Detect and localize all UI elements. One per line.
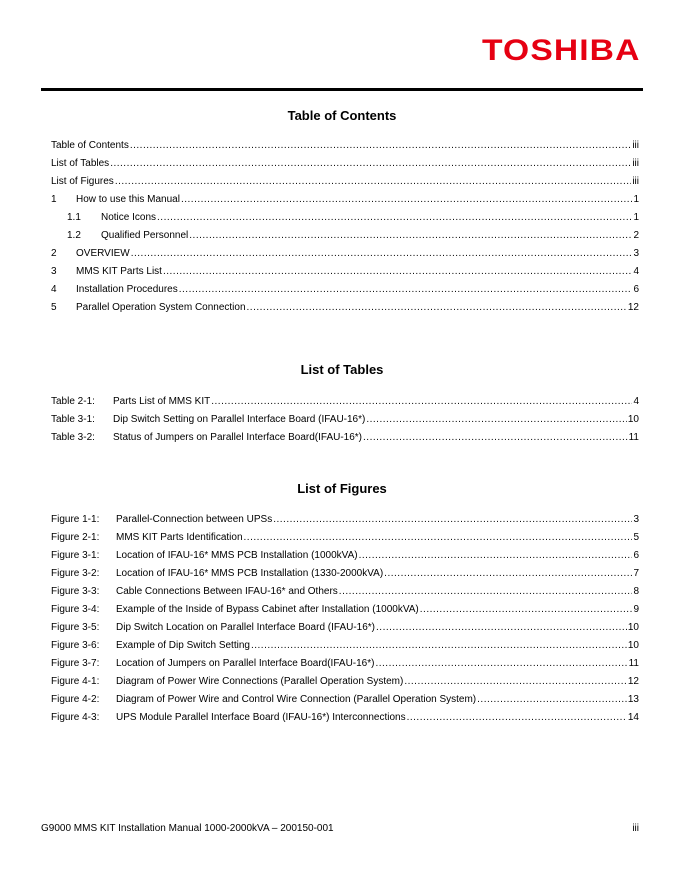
page-footer: [41, 823, 639, 834]
tables-entry[interactable]: [51, 411, 639, 429]
dot-leader: [420, 601, 633, 619]
figures-entry[interactable]: [51, 673, 639, 691]
dot-leader: [211, 393, 632, 411]
toc-entry-number: 3: [51, 266, 57, 277]
dot-leader: [273, 511, 632, 529]
toc-entry[interactable]: [51, 281, 639, 299]
figures-title: List of Figures: [297, 481, 387, 496]
toc-entry-page: 1: [633, 212, 639, 223]
figures-entry-number: Figure 3-2:: [51, 568, 100, 579]
toc-entry-label: Table of Contents: [51, 140, 129, 151]
figures-list: [51, 511, 639, 727]
toc-entry-label: OVERVIEW: [76, 248, 130, 259]
toc-entry-page: iii: [632, 158, 639, 169]
figures-entry-label: Parallel-Connection between UPSs: [116, 514, 273, 525]
toc-entry-number: 1: [51, 194, 57, 205]
figures-entry-number: Figure 3-7:: [51, 658, 100, 669]
figures-entry-page: 6: [633, 550, 639, 561]
toc-entry[interactable]: [51, 173, 639, 191]
dot-leader: [404, 673, 627, 691]
toc-entry-label: Installation Procedures: [76, 284, 178, 295]
figures-entry-number: Figure 3-5:: [51, 622, 100, 633]
toc-title: Table of Contents: [287, 108, 397, 123]
figures-entry-page: 12: [627, 676, 639, 687]
dot-leader: [110, 155, 631, 173]
tables-entry-page: 11: [628, 432, 639, 443]
dot-leader: [407, 709, 627, 727]
tables-entry-number: Table 3-2:: [51, 432, 95, 443]
toc-entry[interactable]: [51, 209, 639, 227]
toc-entry-page: 4: [633, 266, 639, 277]
dot-leader: [477, 691, 627, 709]
tables-entry[interactable]: [51, 393, 639, 411]
dot-leader: [339, 583, 633, 601]
figures-entry-page: 8: [633, 586, 639, 597]
toc-entry-label: Qualified Personnel: [101, 230, 189, 241]
figures-entry-page: 9: [633, 604, 639, 615]
figures-entry[interactable]: [51, 619, 639, 637]
toc-entry-page: iii: [632, 176, 639, 187]
toc-entry-page: 6: [633, 284, 639, 295]
figures-entry[interactable]: [51, 709, 639, 727]
tables-entry-page: 4: [633, 396, 639, 407]
toc-entry-label: List of Tables: [51, 158, 110, 169]
figures-entry-page: 14: [627, 712, 639, 723]
figures-entry[interactable]: [51, 547, 639, 565]
figures-entry-label: Location of IFAU-16* MMS PCB Installation (1330-2000kVA): [116, 568, 384, 579]
tables-entry-label: Status of Jumpers on Parallel Interface Board(IFAU-16*): [113, 432, 363, 443]
toc-entry-page: 1: [633, 194, 639, 205]
figures-entry-number: Figure 3-3:: [51, 586, 100, 597]
figures-entry-page: 7: [633, 568, 639, 579]
toc-entry-label: Parallel Operation System Connection: [76, 302, 246, 313]
toc-entry[interactable]: [51, 245, 639, 263]
toc-entry-number: 5: [51, 302, 57, 313]
dot-leader: [179, 281, 633, 299]
figures-entry-page: 5: [633, 532, 639, 543]
toc-entry[interactable]: [51, 155, 639, 173]
figures-entry-number: Figure 2-1:: [51, 532, 100, 543]
figures-entry[interactable]: [51, 511, 639, 529]
figures-entry[interactable]: [51, 529, 639, 547]
figures-entry-label: Diagram of Power Wire and Control Wire Connection (Parallel Operation System): [116, 694, 477, 705]
figures-entry[interactable]: [51, 565, 639, 583]
toc-entry-label: List of Figures: [51, 176, 114, 187]
figures-entry-page: 3: [633, 514, 639, 525]
figures-entry-label: Location of Jumpers on Parallel Interface Board(IFAU-16*): [116, 658, 375, 669]
tables-entry-page: 10: [627, 414, 639, 425]
toc-list: [51, 137, 639, 317]
toc-entry-page: iii: [632, 140, 639, 151]
figures-entry-label: Example of Dip Switch Setting: [116, 640, 250, 651]
toshiba-logo: TOSHIBA: [481, 34, 640, 67]
tables-entry-label: Dip Switch Setting on Parallel Interface Board (IFAU-16*): [113, 414, 366, 425]
toc-entry-page: 3: [633, 248, 639, 259]
toc-entry-label: Notice Icons: [101, 212, 157, 223]
header-rule: [41, 88, 643, 91]
figures-entry-number: Figure 4-2:: [51, 694, 100, 705]
figures-entry[interactable]: [51, 691, 639, 709]
figures-entry-number: Figure 4-1:: [51, 676, 100, 687]
figures-entry-label: Location of IFAU-16* MMS PCB Installation (1000kVA): [116, 550, 358, 561]
tables-list: [51, 393, 639, 447]
dot-leader: [375, 655, 627, 673]
toc-entry[interactable]: [51, 227, 639, 245]
figures-entry-page: 11: [628, 658, 639, 669]
tables-entry-number: Table 2-1:: [51, 396, 95, 407]
footer-doc-title: G9000 MMS KIT Installation Manual 1000-2000kVA – 200150-001: [41, 823, 334, 834]
dot-leader: [163, 263, 632, 281]
toc-entry-label: How to use this Manual: [76, 194, 180, 205]
toc-entry-number: 1.1: [67, 212, 81, 223]
dot-leader: [131, 245, 633, 263]
figures-entry-label: Dip Switch Location on Parallel Interface Board (IFAU-16*): [116, 622, 376, 633]
toc-entry[interactable]: [51, 299, 639, 317]
toc-entry-page: 2: [633, 230, 639, 241]
figures-entry[interactable]: [51, 655, 639, 673]
toc-entry-number: 4: [51, 284, 57, 295]
figures-entry-label: UPS Module Parallel Interface Board (IFAU-16*) Interconnections: [116, 712, 406, 723]
dot-leader: [251, 637, 627, 655]
figures-entry-label: Diagram of Power Wire Connections (Parallel Operation System): [116, 676, 404, 687]
dot-leader: [363, 429, 628, 447]
figures-entry-number: Figure 3-1:: [51, 550, 100, 561]
dot-leader: [384, 565, 632, 583]
figures-entry-label: MMS KIT Parts Identification: [116, 532, 243, 543]
tables-title: List of Tables: [300, 362, 384, 377]
figures-entry-page: 13: [627, 694, 639, 705]
toc-entry[interactable]: [51, 191, 639, 209]
toc-entry[interactable]: [51, 137, 639, 155]
toc-entry[interactable]: [51, 263, 639, 281]
figures-entry-label: Example of the Inside of Bypass Cabinet after Installation (1000kVA): [116, 604, 419, 615]
dot-leader: [376, 619, 627, 637]
toc-entry-label: MMS KIT Parts List: [76, 266, 162, 277]
dot-leader: [247, 299, 627, 317]
tables-entry[interactable]: [51, 429, 639, 447]
footer-page-number: iii: [632, 823, 639, 834]
toc-entry-number: 2: [51, 248, 57, 259]
toc-entry-number: 1.2: [67, 230, 81, 241]
figures-entry[interactable]: [51, 583, 639, 601]
dot-leader: [189, 227, 632, 245]
dot-leader: [115, 173, 632, 191]
dot-leader: [157, 209, 632, 227]
figures-entry-page: 10: [627, 622, 639, 633]
tables-entry-number: Table 3-1:: [51, 414, 95, 425]
figures-entry-page: 10: [627, 640, 639, 651]
figures-entry-number: Figure 1-1:: [51, 514, 100, 525]
dot-leader: [130, 137, 632, 155]
dot-leader: [181, 191, 632, 209]
figures-entry-number: Figure 4-3:: [51, 712, 100, 723]
dot-leader: [244, 529, 633, 547]
figures-entry[interactable]: [51, 601, 639, 619]
figures-entry[interactable]: [51, 637, 639, 655]
figures-entry-number: Figure 3-6:: [51, 640, 100, 651]
toc-entry-page: 12: [627, 302, 639, 313]
tables-entry-label: Parts List of MMS KIT: [113, 396, 211, 407]
dot-leader: [359, 547, 633, 565]
figures-entry-label: Cable Connections Between IFAU-16* and Others: [116, 586, 338, 597]
figures-entry-number: Figure 3-4:: [51, 604, 100, 615]
dot-leader: [366, 411, 627, 429]
